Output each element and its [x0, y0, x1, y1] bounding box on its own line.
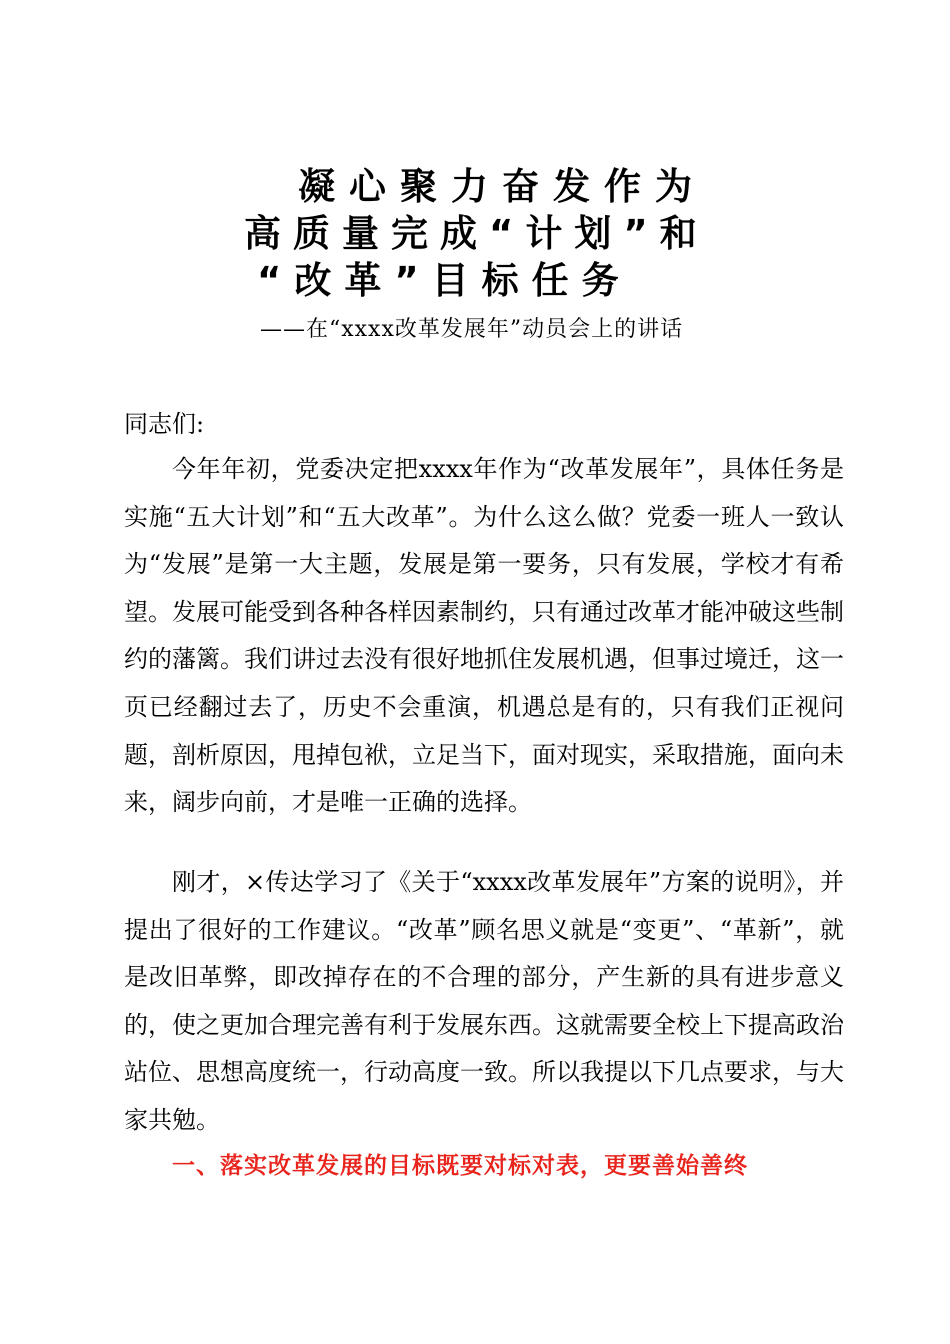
title-line-3: “改革”目标任务 [257, 259, 632, 302]
title-line-2: 高质量完成“计划”和 [244, 212, 709, 255]
paragraph-1: 今年年初，党委决定把xxxx年作为“改革发展年”，具体任务是实施“五大计划”和“五大改革”。为什么这么做？党委一班人一致认为“发展”是第一大主题，发展是第一要务，只有发展，学校才有希望。发展可能受到各种各样因素制约，只有通过改革才能冲破这些制约的藩篱。我们讲过去没有很好地抓住发展机遇，但事过境迁，这一页已经翻过去了，历史不会重演，机遇总是有的，只有我们正视问题，剖析原因，甩掉包袱，立足当下，面对现实，采取措施，面向未来，阔步向前，才是唯一正确的选择。 [124, 455, 844, 817]
section-heading: 一、落实改革发展的目标既要对标对表，更要善始善终 [172, 1153, 748, 1179]
subtitle: ——在“xxxx改革发展年”动员会上的讲话 [260, 317, 684, 342]
title-line-1: 凝心聚力奋发作为 [298, 165, 706, 208]
salutation: 同志们: [124, 410, 205, 438]
paragraph-2: 刚才，×传达学习了《关于“xxxx改革发展年”方案的说明》，并提出了很好的工作建议。“改革”顾名思义就是“变更”、“革新”，就是改旧革弊，即改掉存在的不合理的部分，产生新的具有进步意义的，使之更加合理完善有利于发展东西。这就需要全校上下提高政治站位、思想高度统一，行动高度一致。所以我提以下几点要求，与大家共勉。 [124, 868, 844, 1134]
